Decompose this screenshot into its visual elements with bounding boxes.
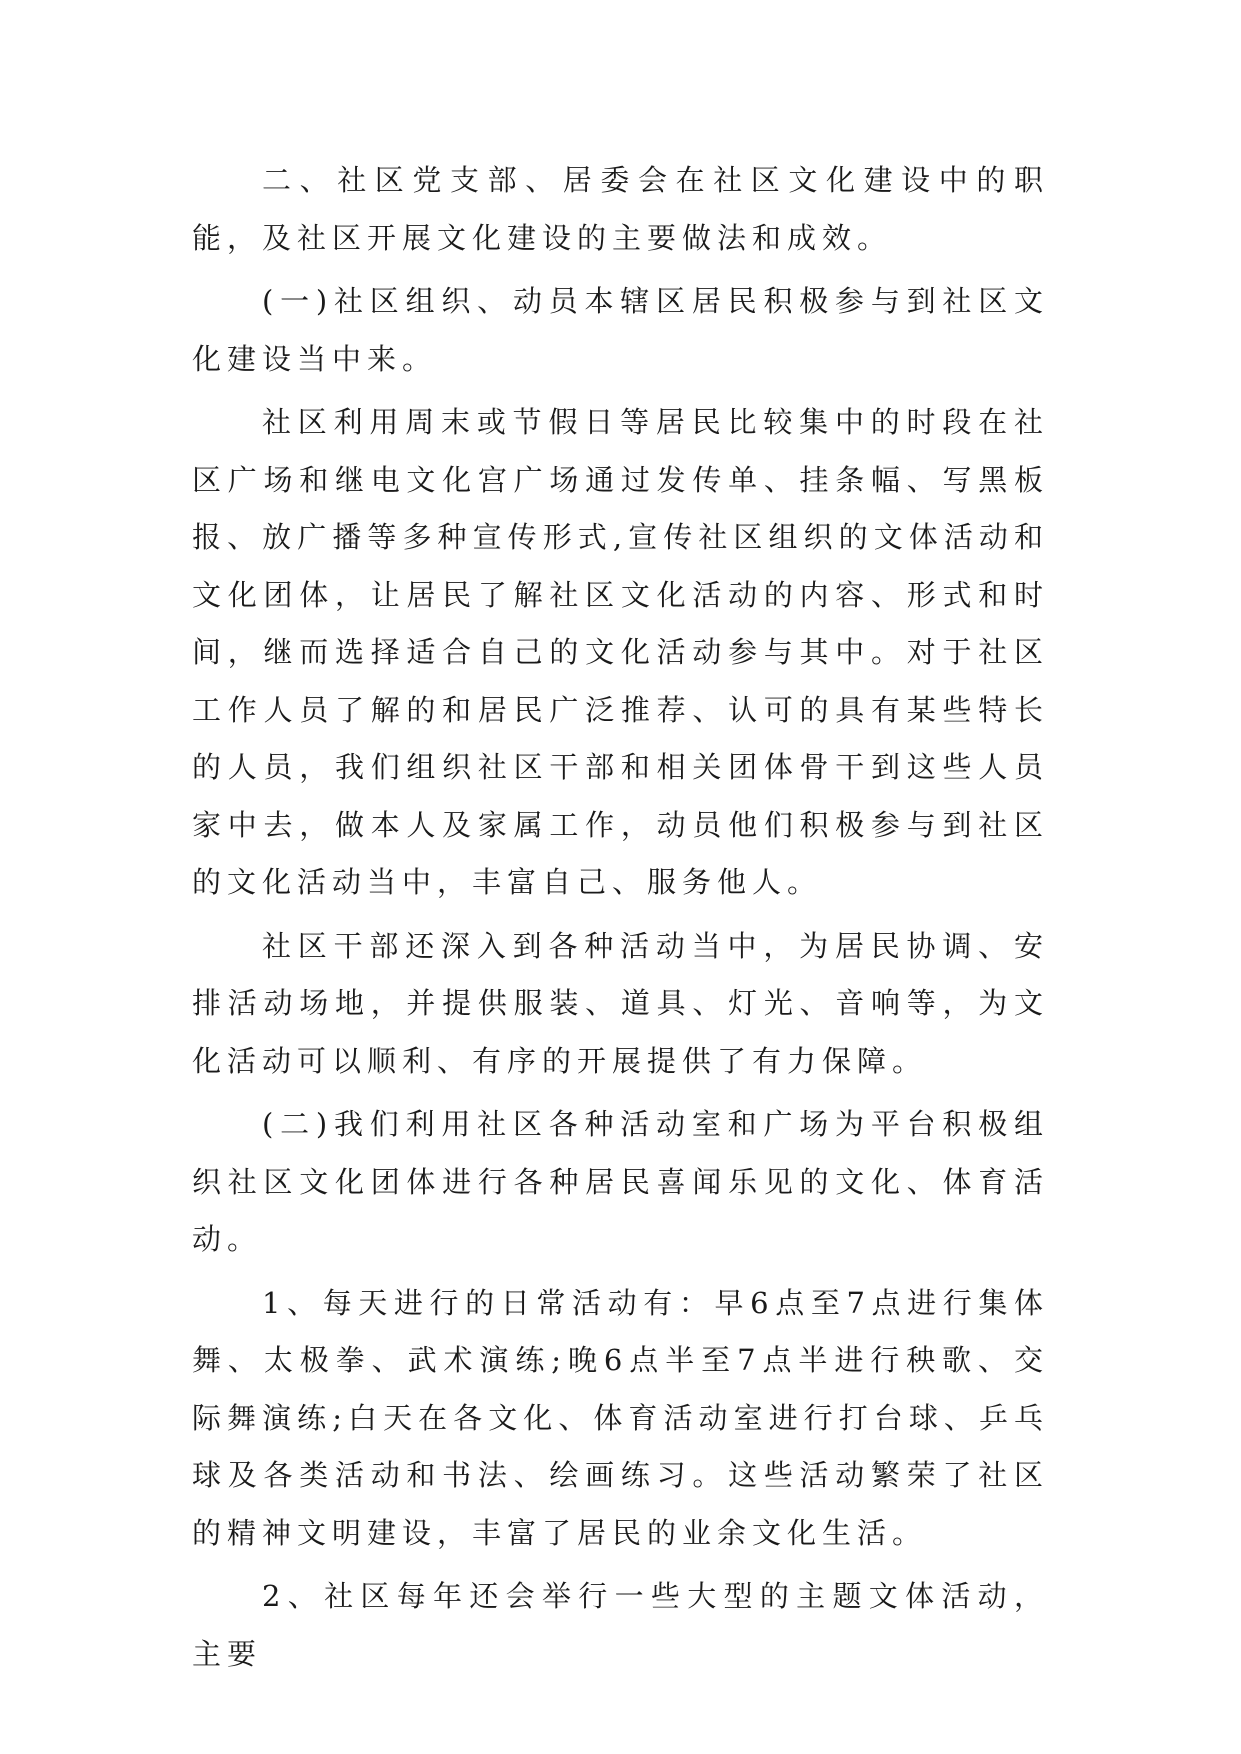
list-item-paragraph: 1、每天进行的日常活动有：早6点至7点进行集体舞、太极拳、武术演练;晚6点半至7点半进行秧歌、交际舞演练;白天在各文化、体育活动室进行打台球、乒乓球及各类活动和书法、绘画练习。这些活动繁荣了社区的精神文明建设，丰富了居民的业余文化生活。 [192, 1285, 1049, 1550]
body-paragraph: 社区利用周末或节假日等居民比较集中的时段在社区广场和继电文化宫广场通过发传单、挂条幅、写黑板报、放广播等多种宣传形式,宣传社区组织的文体活动和文化团体，让居民了解社区文化活动的内容、形式和时间，继而选择适合自己的文化活动参与其中。对于社区工作人员了解的和居民广泛推荐、认可的具有某些特长的人员，我们组织社区干部和相关团体骨干到这些人员家中去，做本人及家属工作，动员他们积极参与到社区的文化活动当中，丰富自己、服务他人。 [192, 405, 1049, 899]
body-paragraph: 社区干部还深入到各种活动当中，为居民协调、安排活动场地，并提供服装、道具、灯光、音响等，为文化活动可以顺利、有序的开展提供了有力保障。 [192, 928, 1049, 1078]
section-heading-paragraph: 二、社区党支部、居委会在社区文化建设中的职能，及社区开展文化建设的主要做法和成效。 [192, 163, 1049, 255]
list-item-paragraph: 2、社区每年还会举行一些大型的主题文体活动，主要 [192, 1579, 1049, 1671]
subsection-heading-paragraph: (二)我们利用社区各种活动室和广场为平台积极组织社区文化团体进行各种居民喜闻乐见的文化、体育活动。 [192, 1107, 1049, 1256]
subsection-heading-paragraph: (一)社区组织、动员本辖区居民积极参与到社区文化建设当中来。 [192, 284, 1049, 376]
document-body [192, 152, 1049, 1689]
